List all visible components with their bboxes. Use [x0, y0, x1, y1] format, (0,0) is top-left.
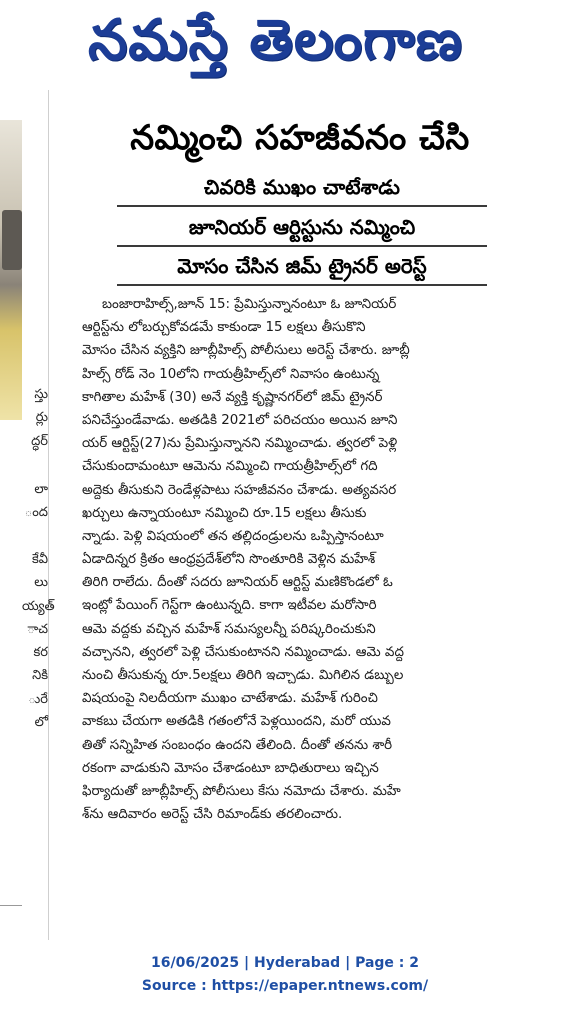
- article-line: ఖర్చులు ఉన్నాయంటూ నమ్మించి రూ.15 లక్షలు తీసుకు: [82, 505, 367, 521]
- adjacent-text-fragment: కర: [33, 645, 48, 660]
- article-headline: నమ్మించి సహజీవనం చేసి: [130, 118, 470, 158]
- masthead: [0, 0, 570, 90]
- article-subhead: చివరికి ముఖం చాటేశాడు: [92, 170, 512, 204]
- article-line: తిరిగి రాలేదు. దీంతో సదరు జూనియర్ ఆర్టిస్ట్ మణికొండలో ఓ: [82, 575, 393, 591]
- footer-dateline: 16/06/2025 | Hyderabad | Page : 2: [150, 955, 420, 971]
- adjacent-photo-fragment: [0, 120, 22, 420]
- photo-car-shape: [2, 210, 22, 270]
- article-line: ఇంట్లో పేయింగ్ గెస్ట్‌గా ఉంటున్నది. కాగా ఇటీవల మరోసారి: [82, 598, 377, 614]
- article-line: రకంగా వాడుకుని మోసం చేశాడంటూ బాధితురాలు ఇచ్చిన: [82, 760, 379, 776]
- newspaper-logo: నమస్తే తెలంగాణ: [88, 8, 463, 73]
- article-subhead: మోసం చేసిన జిమ్ ట్రైనర్ అరెస్ట్: [92, 249, 512, 283]
- adjacent-column-strip: [0, 90, 55, 940]
- article-line: విషయంపై నిలదీయగా ముఖం చాటేశాడు. మహేశ్ గురించి: [82, 691, 378, 707]
- article-line: ఆమె వద్దకు వచ్చిన మహేశ్ సమస్యలన్నీ పరిష్కరించుకుని: [82, 621, 376, 637]
- article-line: న్నాడు. పెళ్లి విషయంలో తన తల్లిదండ్రులను ఒప్పిస్తానంటూ: [82, 528, 384, 544]
- adjacent-text-fragment: ద్ధర్: [31, 434, 48, 449]
- article-line: బంజారాహిల్స్,జూన్ 15: ప్రేమిస్తున్నానంటూ ఓ జూనియర్: [102, 297, 397, 312]
- adjacent-text-fragment: లు: [34, 575, 48, 590]
- article-line: మోసం చేసిన వ్యక్తిని జూబ్లీహిల్స్ పోలీసులు అరెస్ట్ చేశారు. జూబ్లీ: [82, 343, 410, 359]
- article-line: నుంచి తీసుకున్న రూ.5లక్షలు తిరిగి ఇచ్చాడు. మిగిలిన డబ్బుల: [82, 668, 404, 683]
- article-line: అద్దెకు తీసుకుని రెండేళ్లపాటు సహజీవనం చేశాడు. అత్యవసర: [82, 482, 397, 498]
- article-subhead: జూనియర్ ఆర్టిస్టును నమ్మించి: [92, 210, 512, 244]
- page-footer: [0, 952, 570, 998]
- article-body: [82, 293, 532, 826]
- article-line: ఏడాదిన్నర క్రితం ఆంధ్రప్రదేశ్‌లోని సొంతూరికి వెళ్లిన మహేశ్: [82, 552, 376, 568]
- adjacent-text-fragment: ంద: [24, 505, 48, 520]
- column-divider: [0, 905, 22, 906]
- adjacent-text-fragment: ాచ: [27, 622, 48, 637]
- article-line: చేసుకుందామంటూ ఆమెను నమ్మించి గాయత్రీహిల్స్‌లో గది: [82, 459, 378, 475]
- adjacent-text-fragment: లో: [34, 715, 48, 730]
- adjacent-text-fragment: ురే: [28, 692, 48, 707]
- article-line: ఆర్టిస్ట్‌ను లోబర్చుకోవడమే కాకుండా 15 లక్షలు తీసుకొని: [82, 320, 366, 336]
- adjacent-text-fragment: లా: [34, 482, 48, 497]
- adjacent-text-fragment: య్యత్: [22, 599, 55, 614]
- adjacent-text-fragment: స్తు: [34, 387, 48, 402]
- article-line: హిల్స్ రోడ్ నెం 10లోని గాయత్రీహిల్స్‌లో నివాసం ఉంటున్న: [82, 366, 380, 382]
- adjacent-text-fragment: కేవీ: [31, 552, 48, 567]
- article-line: కాగితాల మహేశ్ (30) అనే వ్యక్తి కృష్ణానగర్‌లో జిమ్ ట్రైనర్: [82, 389, 383, 405]
- article-line: పనిచేస్తుండేవాడు. అతడికి 2021లో పరిచయం అయిన జూని: [82, 412, 398, 428]
- adjacent-text-fragment: నికి: [32, 668, 48, 683]
- article-line: యర్ ఆర్టిస్ట్(27)ను ప్రేమిస్తున్నానని నమ్మించాడు. త్వరలో పెళ్లి: [82, 436, 398, 452]
- article-line: శ్‌ను ఆదివారం అరెస్ట్ చేసి రిమాండ్‌కు తరలించారు.: [82, 807, 343, 823]
- article-line: తితో సన్నిహిత సంబంధం ఉందని తేలింది. దీంతో తనను శారీ: [82, 737, 393, 753]
- footer-source-link[interactable]: Source : https://epaper.ntnews.com/: [141, 978, 429, 994]
- article-line: ఫిర్యాదుతో జూబ్లీహిల్స్ పోలీసులు కేసు నమోదు చేశారు. మహే: [82, 783, 401, 799]
- adjacent-text-fragment: ర్లు: [35, 410, 48, 425]
- article-line: వచ్చానని, త్వరలో పెళ్లి చేసుకుంటానని నమ్మించాడు. ఆమె వద్ద: [82, 644, 404, 660]
- article-line: వాకబు చేయగా అతడికి గతంలోనే పెళ్లయిందని, మరో యువ: [82, 714, 391, 730]
